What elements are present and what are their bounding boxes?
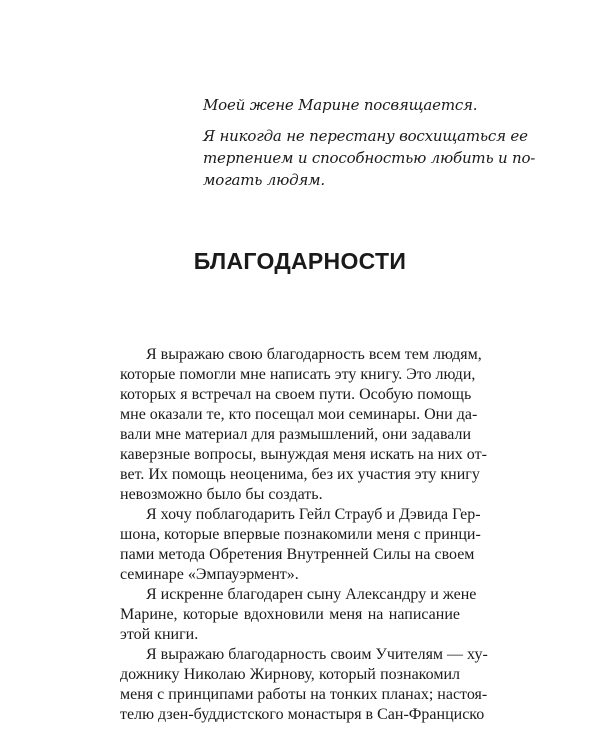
acknowledgements-text [120,345,488,725]
text-line: меня с принципами работы на тонких планах; настоя- [120,686,488,703]
text-line: которые помогли мне написать эту книгу. Это люди, [120,366,476,383]
text-line: Я выражаю благодарность своим Учителям — ху- [146,646,488,663]
dedication-line: могать людям. [203,171,325,189]
text-line: которых я встречал на своем пути. Особую помощь [120,386,472,403]
dedication-line: терпением и способностью любить и по- [203,149,536,167]
text-line: шона, которые впервые познакомили меня с принци- [120,526,481,543]
text-line: этой книги. [120,626,199,643]
text-line: телю дзен-буддистского монастыря в Сан-Франциско [120,706,485,723]
text-line: Я выражаю свою благодарность всем тем людям, [146,346,482,363]
text-line: мне оказали те, кто посещал мои семинары. Они да- [120,406,478,423]
dedication-line: Я никогда не перестану восхищаться ее [203,127,528,145]
dedication [203,94,536,191]
text-line: Марине, которые вдохновили меня на написание [120,606,460,623]
text-line: Я искренне благодарен сыну Александру и жене [146,586,477,603]
chapter-heading: БЛАГОДАРНОСТИ [193,248,407,274]
text-line: Я хочу поблагодарить Гейл Страуб и Дэвида Гер- [146,506,481,523]
text-line: пами метода Обретения Внутренней Силы на своем [120,546,475,563]
text-line: семинаре «Эмпауэрмент». [120,566,299,583]
text-line: невозможно было бы создать. [120,486,323,503]
text-line: вали мне материал для размышлений, они задавали [120,426,472,443]
dedication-line: Моей жене Марине посвящается. [203,96,478,114]
text-line: дожнику Николаю Жирнову, который познакомил [120,666,460,683]
text-line: каверзные вопросы, вынуждая меня искать на них от- [120,446,487,463]
text-line: вет. Их помощь неоценима, без их участия эту книгу [120,466,480,483]
